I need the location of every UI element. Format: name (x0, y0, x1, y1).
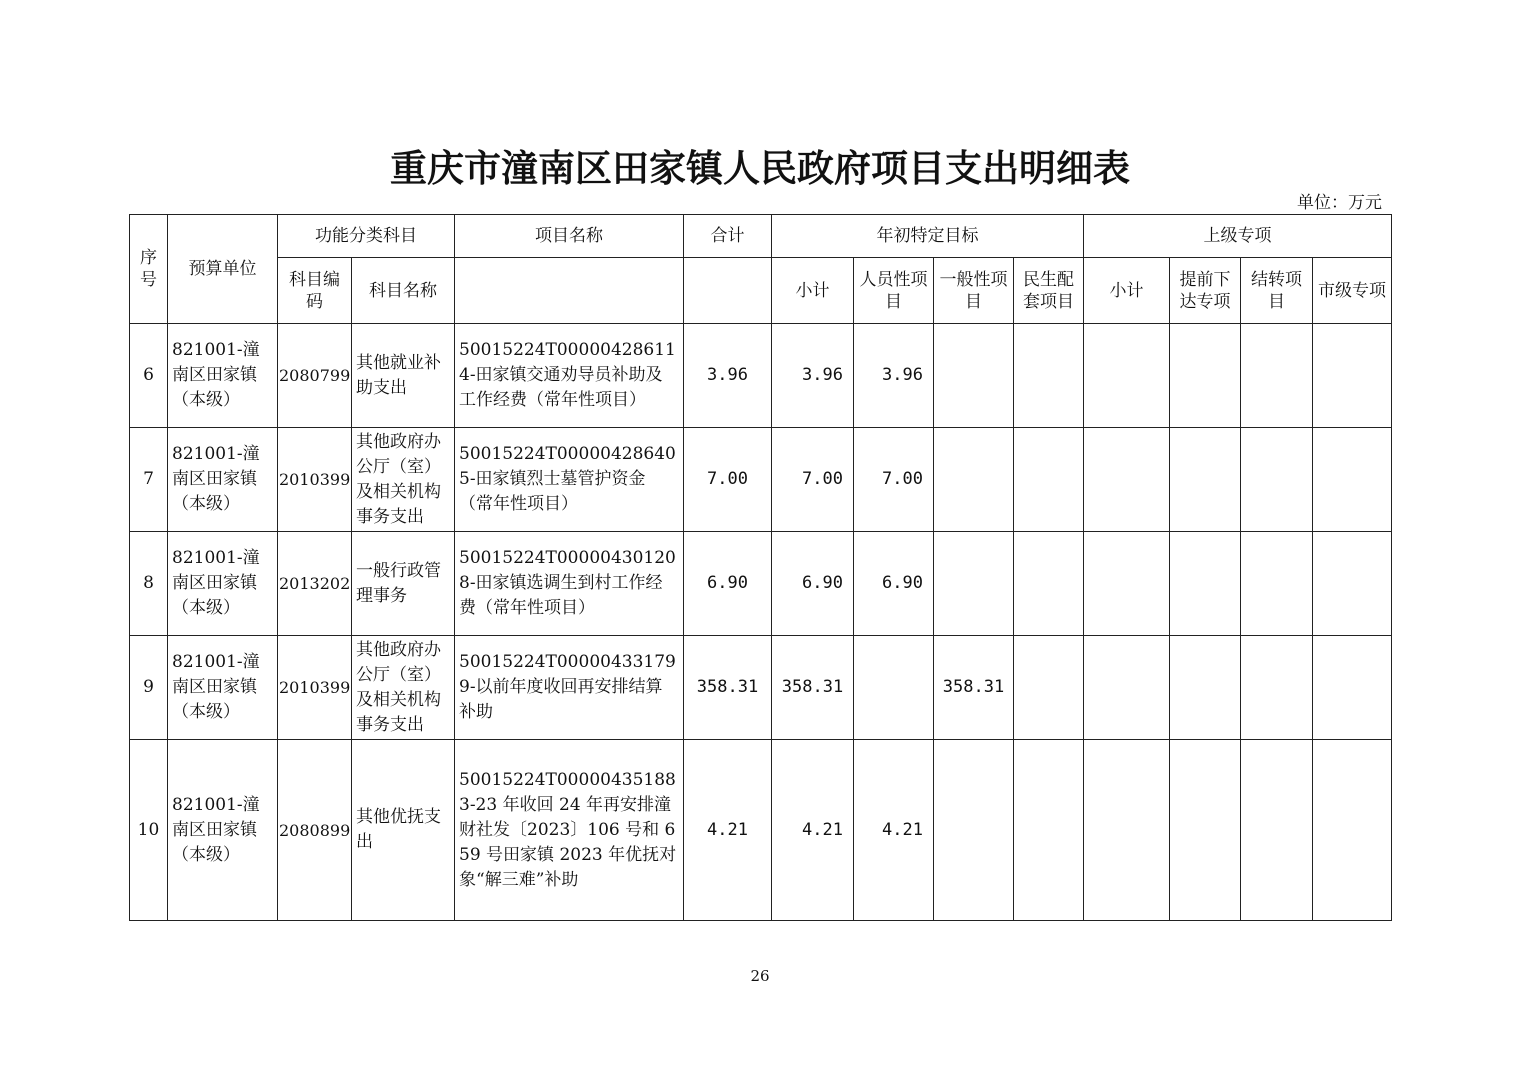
row-project: 50015224T000004331799-以前年度收回再安排结算补助 (455, 636, 684, 740)
row-code: 2010399 (278, 636, 352, 740)
row-subject: 其他就业补助支出 (352, 324, 455, 428)
row-sup-subtotal (1084, 636, 1170, 740)
header-row-2 (130, 258, 1392, 324)
header-initial-target: 年初特定目标 (772, 215, 1084, 258)
row-seq: 10 (130, 740, 168, 921)
row-advance (1170, 636, 1241, 740)
row-carryover (1241, 324, 1313, 428)
expenditure-table (129, 214, 1392, 921)
row-personnel: 6.90 (854, 532, 934, 636)
row-subject: 其他政府办公厅（室）及相关机构事务支出 (352, 428, 455, 532)
row-total: 358.31 (684, 636, 772, 740)
row-seq: 9 (130, 636, 168, 740)
row-livelihood (1014, 532, 1084, 636)
header-personnel: 人员性项目 (854, 258, 934, 324)
header-project-name: 项目名称 (455, 215, 684, 258)
row-project: 50015224T000004286114-田家镇交通劝导员补助及工作经费（常年性项目） (455, 324, 684, 428)
row-subject: 其他政府办公厅（室）及相关机构事务支出 (352, 636, 455, 740)
row-subtotal: 358.31 (772, 636, 854, 740)
row-general (934, 740, 1014, 921)
header-row-1 (130, 215, 1392, 258)
row-sup-subtotal (1084, 740, 1170, 921)
row-project: 50015224T000004351883-23 年收回 24 年再安排潼财社发〔2023〕106 号和 659 号田家镇 2023 年优抚对象“解三难”补助 (455, 740, 684, 921)
row-sup-subtotal (1084, 324, 1170, 428)
row-project: 50015224T000004286405-田家镇烈士墓管护资金（常年性项目） (455, 428, 684, 532)
row-general: 358.31 (934, 636, 1014, 740)
row-advance (1170, 428, 1241, 532)
page-title: 重庆市潼南区田家镇人民政府项目支出明细表 (390, 147, 1130, 190)
row-total: 3.96 (684, 324, 772, 428)
header-livelihood: 民生配套项目 (1014, 258, 1084, 324)
row-carryover (1241, 428, 1313, 532)
row-project: 50015224T000004301208-田家镇选调生到村工作经费（常年性项目） (455, 532, 684, 636)
row-advance (1170, 532, 1241, 636)
row-sup-subtotal (1084, 428, 1170, 532)
row-advance (1170, 324, 1241, 428)
header-project-name-blank (455, 258, 684, 324)
header-advance: 提前下达专项 (1170, 258, 1241, 324)
row-total: 4.21 (684, 740, 772, 921)
header-subtotal-initial: 小计 (772, 258, 854, 324)
header-subtotal-superior: 小计 (1084, 258, 1170, 324)
header-total: 合计 (684, 215, 772, 258)
page-number: 26 (750, 967, 770, 985)
row-carryover (1241, 740, 1313, 921)
table-row (130, 324, 1392, 428)
row-code: 2013202 (278, 532, 352, 636)
header-carryover: 结转项目 (1241, 258, 1313, 324)
header-subject-code: 科目编码 (278, 258, 352, 324)
header-total-blank (684, 258, 772, 324)
table-row (130, 740, 1392, 921)
row-general (934, 428, 1014, 532)
row-personnel: 4.21 (854, 740, 934, 921)
row-subject: 其他优抚支出 (352, 740, 455, 921)
row-subject: 一般行政管理事务 (352, 532, 455, 636)
row-subtotal: 7.00 (772, 428, 854, 532)
row-unit: 821001-潼南区田家镇（本级） (168, 532, 278, 636)
row-unit: 821001-潼南区田家镇（本级） (168, 428, 278, 532)
row-general (934, 532, 1014, 636)
row-general (934, 324, 1014, 428)
row-unit: 821001-潼南区田家镇（本级） (168, 740, 278, 921)
row-carryover (1241, 636, 1313, 740)
row-city (1313, 740, 1392, 921)
row-unit: 821001-潼南区田家镇（本级） (168, 636, 278, 740)
row-seq: 8 (130, 532, 168, 636)
row-subtotal: 6.90 (772, 532, 854, 636)
row-code: 2010399 (278, 428, 352, 532)
row-sup-subtotal (1084, 532, 1170, 636)
row-seq: 7 (130, 428, 168, 532)
row-total: 7.00 (684, 428, 772, 532)
header-general: 一般性项目 (934, 258, 1014, 324)
row-carryover (1241, 532, 1313, 636)
row-livelihood (1014, 740, 1084, 921)
row-personnel: 3.96 (854, 324, 934, 428)
row-subtotal: 3.96 (772, 324, 854, 428)
unit-label: 单位：万元 (1297, 193, 1382, 213)
row-city (1313, 428, 1392, 532)
row-personnel: 7.00 (854, 428, 934, 532)
table-row (130, 428, 1392, 532)
row-city (1313, 636, 1392, 740)
table-row (130, 532, 1392, 636)
row-city (1313, 324, 1392, 428)
header-city: 市级专项 (1313, 258, 1392, 324)
header-superior-special: 上级专项 (1084, 215, 1392, 258)
header-func-class: 功能分类科目 (278, 215, 455, 258)
row-livelihood (1014, 324, 1084, 428)
row-livelihood (1014, 428, 1084, 532)
row-code: 2080799 (278, 324, 352, 428)
row-unit: 821001-潼南区田家镇（本级） (168, 324, 278, 428)
row-total: 6.90 (684, 532, 772, 636)
header-seq: 序号 (130, 215, 168, 324)
row-subtotal: 4.21 (772, 740, 854, 921)
row-livelihood (1014, 636, 1084, 740)
row-personnel (854, 636, 934, 740)
row-city (1313, 532, 1392, 636)
header-budget-unit: 预算单位 (168, 215, 278, 324)
row-code: 2080899 (278, 740, 352, 921)
header-subject-name: 科目名称 (352, 258, 455, 324)
table-row (130, 636, 1392, 740)
row-advance (1170, 740, 1241, 921)
row-seq: 6 (130, 324, 168, 428)
